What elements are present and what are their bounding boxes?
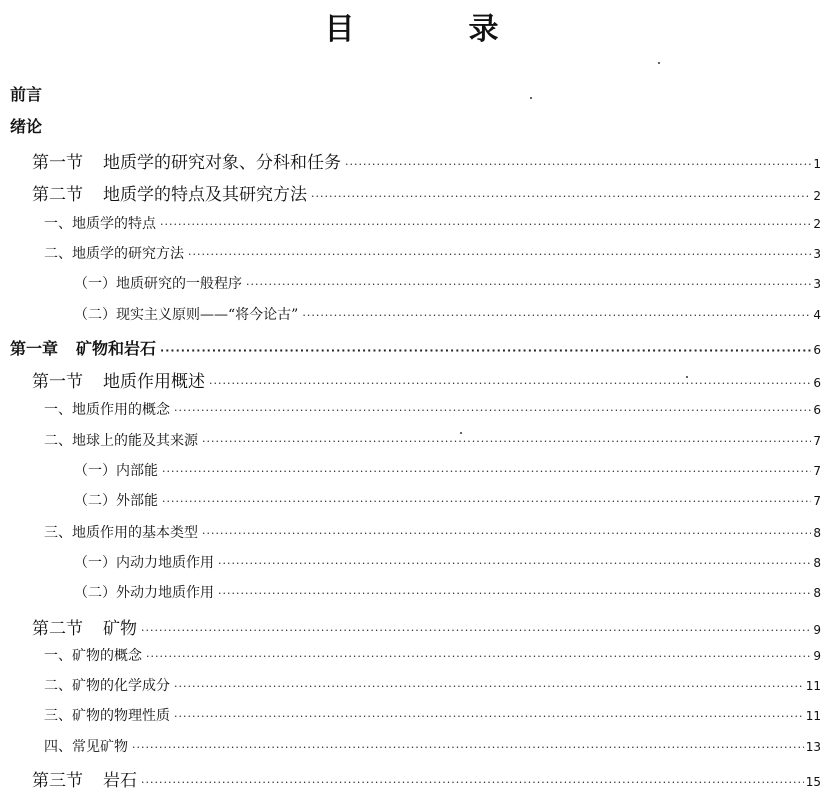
toc-entry-label xyxy=(74,304,298,324)
toc-entry-label xyxy=(74,273,242,293)
toc-entry-page-number: 8 xyxy=(813,526,821,540)
toc-entry[interactable] xyxy=(32,766,821,791)
toc-entry-number: 第二节 xyxy=(32,619,83,639)
toc-entry-page-number: 6 xyxy=(813,376,821,390)
dot-leader xyxy=(188,248,811,261)
toc-entry-page-number: 8 xyxy=(813,586,821,600)
scan-speck xyxy=(460,432,462,434)
toc-entry-number: 第三节 xyxy=(32,771,83,791)
toc-entry[interactable] xyxy=(74,460,821,480)
toc-entry-number: 第一章 xyxy=(10,339,59,358)
dot-leader xyxy=(160,218,811,231)
toc-entry-label xyxy=(32,180,307,205)
dot-leader xyxy=(174,404,811,417)
toc-entry[interactable] xyxy=(10,336,821,359)
toc-entry-title: 二、地质学的研究方法 xyxy=(44,246,184,262)
toc-entry-page-number: 6 xyxy=(813,343,821,357)
toc-entry-label xyxy=(44,430,198,450)
page-title-part-2: 录 xyxy=(468,12,503,47)
toc-entry-label xyxy=(44,705,170,725)
toc-entry-label xyxy=(44,675,170,695)
toc-entry-page-number: 6 xyxy=(813,403,821,417)
toc-entry[interactable] xyxy=(44,705,821,725)
toc-entry-page-number: 13 xyxy=(805,740,821,754)
toc-entry-label xyxy=(10,82,60,105)
dot-leader xyxy=(146,650,811,663)
toc-entry-number: 第一节 xyxy=(32,153,83,173)
dot-leader xyxy=(311,190,811,203)
toc-entry-page-number: 8 xyxy=(813,556,821,570)
page-title xyxy=(0,4,827,48)
toc-entry[interactable] xyxy=(44,243,821,263)
toc-entry-title: 地质学的研究对象、分科和任务 xyxy=(103,153,341,173)
toc-entry[interactable] xyxy=(10,82,60,105)
toc-entry-page-number: 9 xyxy=(813,623,821,637)
dot-leader xyxy=(132,741,804,754)
toc-entry-label xyxy=(44,213,156,233)
toc-entry[interactable] xyxy=(32,148,821,173)
toc-entry[interactable] xyxy=(74,490,821,510)
dot-leader xyxy=(202,527,811,540)
dot-leader xyxy=(162,495,811,508)
toc-entry-label xyxy=(32,148,341,173)
toc-entry-label xyxy=(74,460,158,480)
toc-entry-page-number: 3 xyxy=(813,277,821,291)
toc-entry[interactable] xyxy=(44,645,821,665)
toc-entry[interactable] xyxy=(10,114,60,137)
toc-entry[interactable] xyxy=(44,399,821,419)
toc-entry-number: 绪论 xyxy=(10,117,43,136)
dot-leader xyxy=(174,710,804,723)
toc-entry[interactable] xyxy=(74,273,821,293)
dot-leader xyxy=(209,377,811,390)
toc-entry-page-number: 2 xyxy=(813,189,821,203)
toc-entry-label xyxy=(44,736,128,756)
toc-entry-page-number: 9 xyxy=(813,649,821,663)
toc-entry-title: 一、地质作用的概念 xyxy=(44,402,170,418)
toc-entry-label xyxy=(74,490,158,510)
toc-entry-number: 第二节 xyxy=(32,185,83,205)
toc-entry[interactable] xyxy=(74,582,821,602)
dot-leader xyxy=(218,587,811,600)
toc-entry[interactable] xyxy=(44,736,821,756)
toc-entry-page-number: 7 xyxy=(813,464,821,478)
toc-entry-title: 三、地质作用的基本类型 xyxy=(44,525,198,541)
scan-speck xyxy=(686,376,688,378)
toc-entry-label xyxy=(44,522,198,542)
toc-entry-label xyxy=(32,614,137,639)
toc-entry-title: 一、矿物的概念 xyxy=(44,648,142,664)
toc-entry-title: （二）外部能 xyxy=(74,493,158,509)
toc-entry[interactable] xyxy=(32,614,821,639)
toc-entry-page-number: 11 xyxy=(805,709,821,723)
toc-entry-label xyxy=(10,114,60,137)
toc-entry[interactable] xyxy=(44,522,821,542)
toc-entry-label xyxy=(74,552,214,572)
dot-leader xyxy=(202,435,811,448)
toc-entry-title: 矿物和岩石 xyxy=(76,339,157,358)
dot-leader xyxy=(162,465,811,478)
toc-entry[interactable] xyxy=(74,304,821,324)
toc-entry-label xyxy=(44,243,184,263)
toc-entry[interactable] xyxy=(32,367,821,392)
scan-speck xyxy=(530,97,532,99)
toc-entry-label xyxy=(10,336,156,359)
toc-entry-title: 矿物 xyxy=(103,619,137,639)
toc-entry-title: （一）内部能 xyxy=(74,463,158,479)
scan-speck xyxy=(658,62,660,64)
toc-entry[interactable] xyxy=(44,675,821,695)
toc-entry-page-number: 4 xyxy=(813,308,821,322)
dot-leader xyxy=(345,158,811,171)
dot-leader xyxy=(302,309,811,322)
dot-leader xyxy=(174,680,804,693)
toc-entry-title: （一）地质研究的一般程序 xyxy=(74,276,242,292)
toc-entry[interactable] xyxy=(74,552,821,572)
toc-entry-label xyxy=(44,645,142,665)
toc-entry-number: 前言 xyxy=(10,85,43,104)
toc-entry-title: 四、常见矿物 xyxy=(44,739,128,755)
toc-entry-page-number: 3 xyxy=(813,247,821,261)
dot-leader xyxy=(160,344,811,357)
toc-entry-label xyxy=(32,367,205,392)
toc-entry-title: 地质学的特点及其研究方法 xyxy=(103,185,307,205)
toc-entry-title: （二）现实主义原则——“将今论古” xyxy=(74,307,299,323)
dot-leader xyxy=(141,624,811,637)
toc-entry-label xyxy=(44,399,170,419)
page-title-part-1: 目 xyxy=(324,12,359,47)
toc-entry-label xyxy=(74,582,214,602)
dot-leader xyxy=(218,557,811,570)
toc-entry-title: （二）外动力地质作用 xyxy=(74,585,214,601)
toc-entry-title: （一）内动力地质作用 xyxy=(74,555,214,571)
toc-entry-title: 岩石 xyxy=(103,771,137,791)
toc-entry-page-number: 7 xyxy=(813,494,821,508)
toc-entry-page-number: 7 xyxy=(813,434,821,448)
dot-leader xyxy=(246,278,811,291)
toc-entry[interactable] xyxy=(32,180,821,205)
toc-entry-page-number: 11 xyxy=(805,679,821,693)
toc-entry-title: 地质作用概述 xyxy=(103,372,205,392)
toc-entry-label xyxy=(32,766,137,791)
dot-leader xyxy=(141,776,804,789)
toc-entry-number: 第一节 xyxy=(32,372,83,392)
toc-entry-page-number: 15 xyxy=(805,775,821,789)
toc-entry-title: 二、矿物的化学成分 xyxy=(44,678,170,694)
toc-entry[interactable] xyxy=(44,430,821,450)
toc-entry-title: 二、地球上的能及其来源 xyxy=(44,433,198,449)
toc-entry-page-number: 2 xyxy=(813,217,821,231)
toc-entry[interactable] xyxy=(44,213,821,233)
toc-entry-page-number: 1 xyxy=(813,157,821,171)
toc-entry-title: 三、矿物的物理性质 xyxy=(44,708,170,724)
toc-entry-title: 一、地质学的特点 xyxy=(44,216,156,232)
